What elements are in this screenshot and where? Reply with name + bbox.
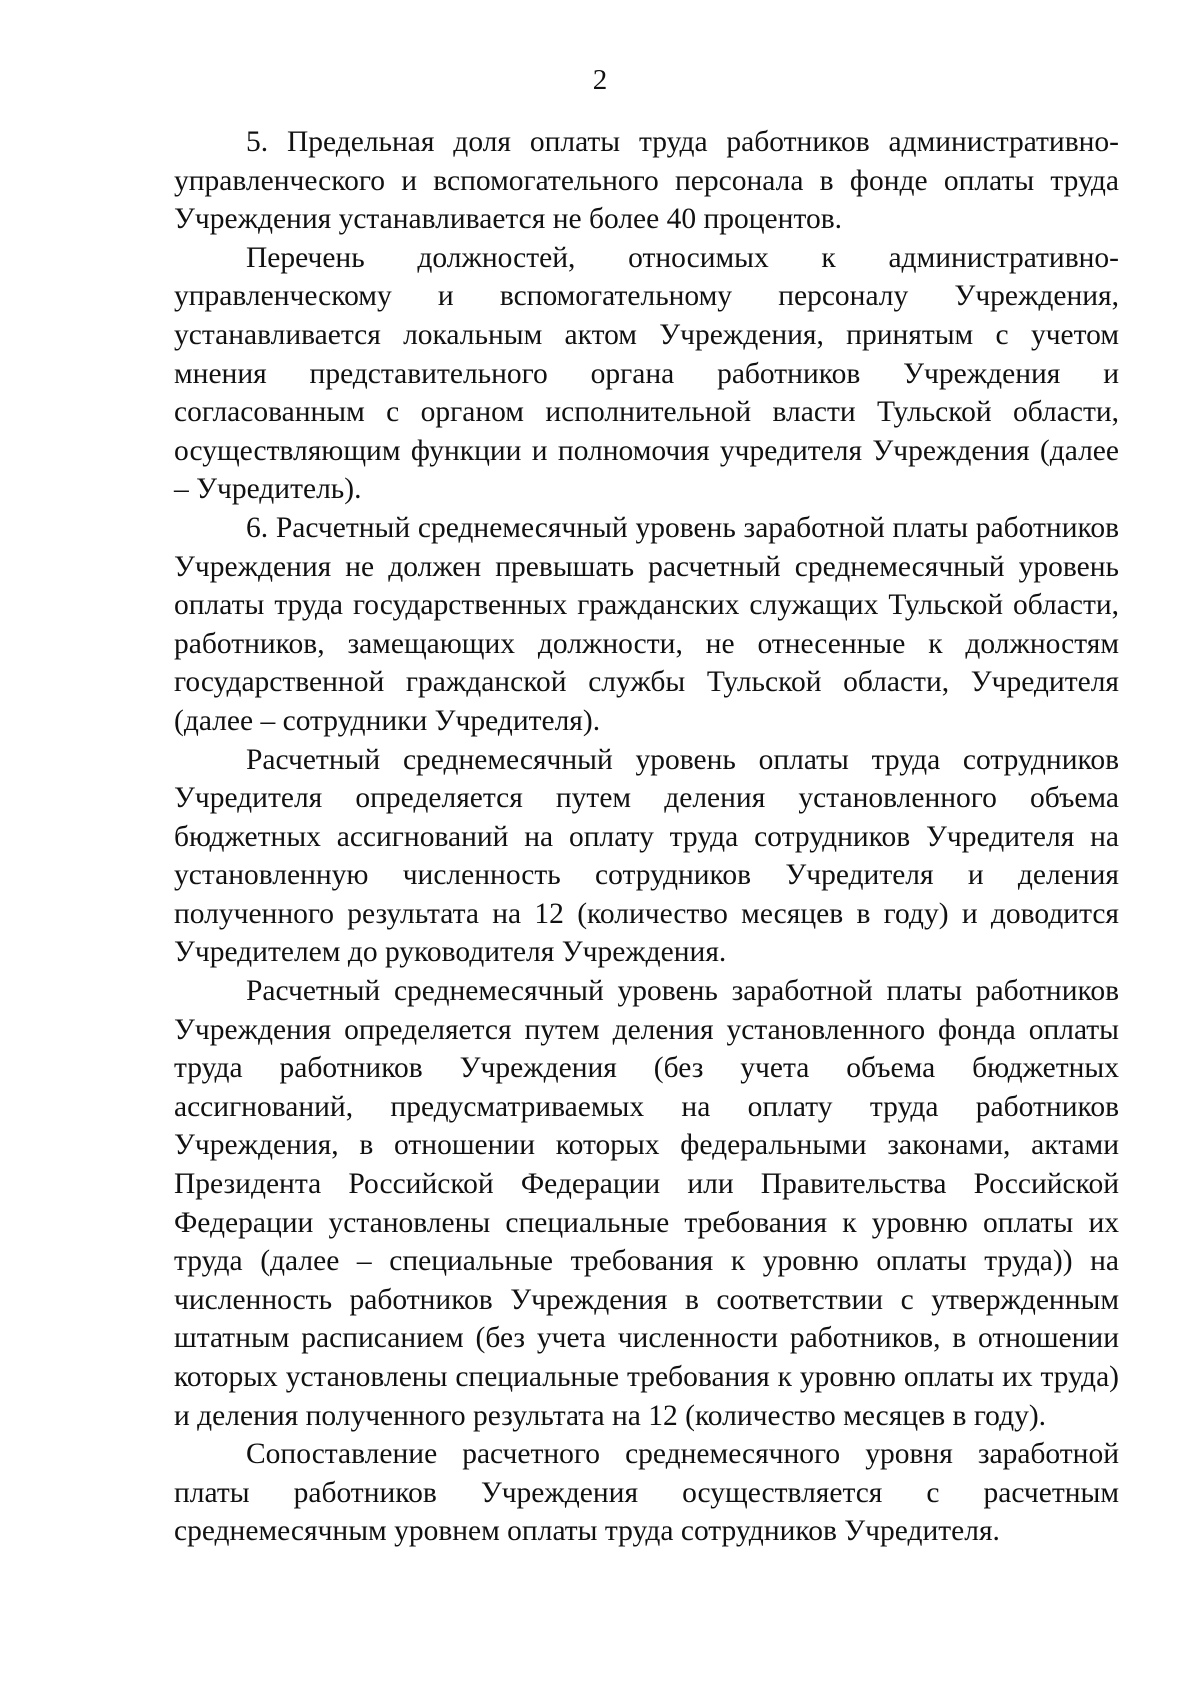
- paragraph-5-payroll-share: 5. Предельная доля оплаты труда работников административно-управленческого и вспомогательного персонала в фонде оплаты труда Учреждения устанавливается не более 40 процентов.: [174, 126, 1119, 236]
- paragraph-founder-staff-level: Расчетный среднемесячный уровень оплаты труда сотрудников Учредителя определяется путем деления установленного объема бюджетных ассигнований на оплату труда сотрудников Учредителя на установленную численность сотрудников Учредителя и деления полученного результата на 12 (количество месяцев в году) и доводится Учредителем до руководителя Учреждения.: [174, 743, 1119, 969]
- paragraph-comparison: Сопоставление расчетного среднемесячного уровня заработной платы работников Учреждения осуществляется с расчетным среднемесячным уровнем оплаты труда сотрудников Учредителя.: [174, 1438, 1119, 1548]
- paragraph-position-list: Перечень должностей, относимых к административно-управленческому и вспомогательному персоналу Учреждения, устанавливается локальным актом Учреждения, принятым с учетом мнения представительного органа работников Учреждения и согласованным с органом исполнительной власти Тульской области, осуществляющим функции и полномочия учредителя Учреждения (далее – Учредитель).: [174, 241, 1119, 506]
- document-body: [174, 123, 1119, 1551]
- paragraph-institution-salary-level: Расчетный среднемесячный уровень заработной платы работников Учреждения определяется путем деления установленного фонда оплаты труда работников Учреждения (без учета объема бюджетных ассигнований, предусматриваемых на оплату труда работников Учреждения, в отношении которых федеральными законами, актами Президента Российской Федерации или Правительства Российской Федерации установлены специальные требования к уровню оплаты их труда (далее – специальные требования к уровню оплаты труда)) на численность работников Учреждения в соответствии с утвержденным штатным расписанием (без учета численности работников, в отношении которых установлены специальные требования к уровню оплаты их труда) и деления полученного результата на 12 (количество месяцев в году).: [174, 975, 1119, 1432]
- paragraph-6-salary-level: 6. Расчетный среднемесячный уровень заработной платы работников Учреждения не должен превышать расчетный среднемесячный уровень оплаты труда государственных гражданских служащих Тульской области, работников, замещающих должности, не отнесенные к должностям государственной гражданской службы Тульской области, Учредителя (далее – сотрудники Учредителя).: [174, 511, 1119, 737]
- page-number: 2: [592, 64, 608, 96]
